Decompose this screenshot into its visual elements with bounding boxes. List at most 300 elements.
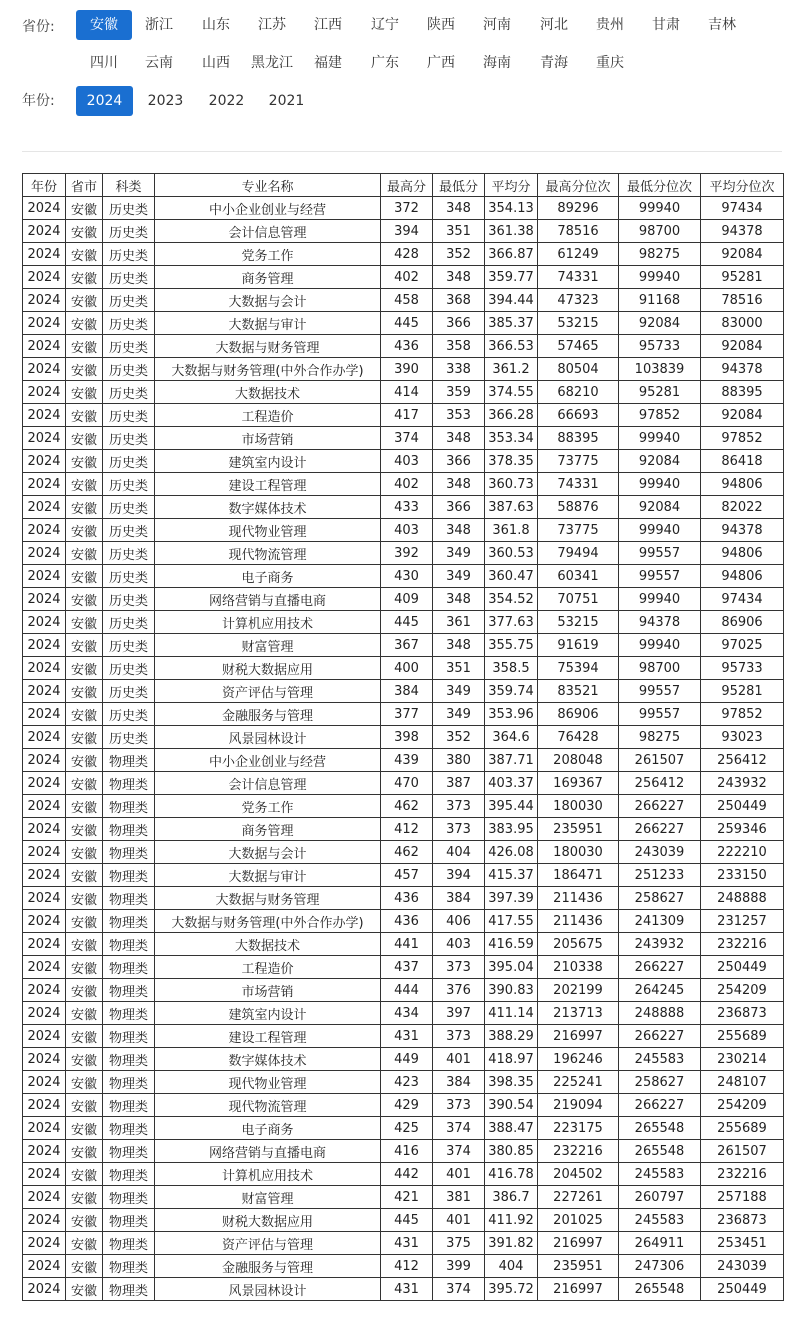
- table-row: [23, 1163, 784, 1186]
- table-cell: 235951: [538, 1255, 619, 1278]
- table-cell: 安徽: [66, 565, 103, 588]
- table-cell: 91168: [619, 289, 701, 312]
- table-cell: 安徽: [66, 979, 103, 1002]
- table-cell: 2024: [23, 634, 66, 657]
- table-cell: 383.95: [485, 818, 538, 841]
- province-chip-r2-2[interactable]: 山西: [202, 55, 230, 71]
- table-cell: 260797: [619, 1186, 701, 1209]
- table-cell: 210338: [538, 956, 619, 979]
- table-cell: 351: [433, 220, 485, 243]
- table-cell: 398: [381, 726, 433, 749]
- table-cell: 大数据与会计: [155, 841, 381, 864]
- table-cell: 历史类: [103, 358, 155, 381]
- province-chip-r2-9[interactable]: 重庆: [596, 55, 624, 71]
- table-cell: 245583: [619, 1163, 701, 1186]
- table-cell: 2024: [23, 312, 66, 335]
- table-cell: 99557: [619, 680, 701, 703]
- table-cell: 243039: [701, 1255, 784, 1278]
- table-cell: 366: [433, 312, 485, 335]
- table-row: [23, 1186, 784, 1209]
- table-cell: 248107: [701, 1071, 784, 1094]
- province-chip-r1-2[interactable]: 山东: [202, 17, 230, 33]
- table-cell: 349: [433, 680, 485, 703]
- table-cell: 历史类: [103, 312, 155, 335]
- table-cell: 411.14: [485, 1002, 538, 1025]
- table-cell: 180030: [538, 841, 619, 864]
- province-chip-r2-5[interactable]: 广东: [371, 55, 399, 71]
- table-cell: 359.77: [485, 266, 538, 289]
- table-cell: 安徽: [66, 197, 103, 220]
- table-cell: 99940: [619, 197, 701, 220]
- table-cell: 2024: [23, 289, 66, 312]
- table-cell: 99940: [619, 266, 701, 289]
- table-cell: 物理类: [103, 749, 155, 772]
- table-cell: 94378: [701, 358, 784, 381]
- table-cell: 物理类: [103, 818, 155, 841]
- table-cell: 358: [433, 335, 485, 358]
- table-cell: 387.71: [485, 749, 538, 772]
- table-cell: 物理类: [103, 1255, 155, 1278]
- province-chip-r1-0[interactable]: 安徽: [76, 10, 132, 40]
- table-cell: 258627: [619, 1071, 701, 1094]
- table-cell: 安徽: [66, 634, 103, 657]
- table-cell: 92084: [619, 312, 701, 335]
- table-cell: 80504: [538, 358, 619, 381]
- table-cell: 245583: [619, 1209, 701, 1232]
- table-cell: 266227: [619, 795, 701, 818]
- table-cell: 安徽: [66, 1278, 103, 1301]
- table-row: [23, 1209, 784, 1232]
- province-chip-r1-7[interactable]: 河南: [483, 17, 511, 33]
- table-row: [23, 519, 784, 542]
- table-row: [23, 266, 784, 289]
- table-cell: 250449: [701, 1278, 784, 1301]
- table-cell: 安徽: [66, 864, 103, 887]
- table-body: [23, 197, 784, 1301]
- table-cell: 历史类: [103, 335, 155, 358]
- table-cell: 99940: [619, 588, 701, 611]
- table-cell: 373: [433, 1025, 485, 1048]
- table-cell: 387: [433, 772, 485, 795]
- table-cell: 安徽: [66, 1117, 103, 1140]
- table-cell: 物理类: [103, 1048, 155, 1071]
- table-cell: 390: [381, 358, 433, 381]
- table-cell: 384: [381, 680, 433, 703]
- table-cell: 网络营销与直播电商: [155, 588, 381, 611]
- table-cell: 386.7: [485, 1186, 538, 1209]
- table-cell: 73775: [538, 450, 619, 473]
- table-cell: 216997: [538, 1232, 619, 1255]
- table-cell: 208048: [538, 749, 619, 772]
- table-cell: 安徽: [66, 1140, 103, 1163]
- table-cell: 物理类: [103, 772, 155, 795]
- table-cell: 91619: [538, 634, 619, 657]
- table-cell: 225241: [538, 1071, 619, 1094]
- table-cell: 373: [433, 795, 485, 818]
- province-label: 省份:: [22, 19, 55, 35]
- table-cell: 417: [381, 404, 433, 427]
- table-cell: 264911: [619, 1232, 701, 1255]
- table-cell: 428: [381, 243, 433, 266]
- table-cell: 401: [433, 1163, 485, 1186]
- table-row: [23, 335, 784, 358]
- province-chip-r1-11[interactable]: 吉林: [708, 17, 736, 33]
- province-chip-r2-7[interactable]: 海南: [483, 55, 511, 71]
- table-cell: 历史类: [103, 519, 155, 542]
- table-cell: 233150: [701, 864, 784, 887]
- table-row: [23, 496, 784, 519]
- table-cell: 大数据与审计: [155, 864, 381, 887]
- table-cell: 安徽: [66, 772, 103, 795]
- table-cell: 404: [433, 841, 485, 864]
- table-cell: 360.53: [485, 542, 538, 565]
- table-cell: 2024: [23, 841, 66, 864]
- year-chip-1[interactable]: 2023: [147, 93, 184, 109]
- table-cell: 安徽: [66, 335, 103, 358]
- table-cell: 235951: [538, 818, 619, 841]
- table-cell: 99557: [619, 703, 701, 726]
- table-cell: 98700: [619, 220, 701, 243]
- province-chip-r2-4[interactable]: 福建: [314, 55, 342, 71]
- table-cell: 391.82: [485, 1232, 538, 1255]
- table-cell: 266227: [619, 956, 701, 979]
- province-chip-r1-5[interactable]: 辽宁: [371, 17, 399, 33]
- table-cell: 457: [381, 864, 433, 887]
- table-cell: 安徽: [66, 910, 103, 933]
- table-cell: 256412: [619, 772, 701, 795]
- table-cell: 98275: [619, 243, 701, 266]
- table-cell: 历史类: [103, 289, 155, 312]
- table-cell: 财税大数据应用: [155, 657, 381, 680]
- table-cell: 86906: [538, 703, 619, 726]
- table-cell: 历史类: [103, 381, 155, 404]
- table-cell: 404: [485, 1255, 538, 1278]
- province-chip-r1-9[interactable]: 贵州: [596, 17, 624, 33]
- province-chip-r1-6[interactable]: 陕西: [427, 17, 455, 33]
- table-cell: 98275: [619, 726, 701, 749]
- year-chip-2[interactable]: 2022: [208, 93, 245, 109]
- table-cell: 449: [381, 1048, 433, 1071]
- table-cell: 397: [433, 1002, 485, 1025]
- table-cell: 416: [381, 1140, 433, 1163]
- table-cell: 物理类: [103, 1278, 155, 1301]
- table-cell: 219094: [538, 1094, 619, 1117]
- table-cell: 258627: [619, 887, 701, 910]
- table-cell: 374: [433, 1278, 485, 1301]
- table-cell: 安徽: [66, 243, 103, 266]
- table-cell: 物理类: [103, 1094, 155, 1117]
- table-cell: 风景园林设计: [155, 1278, 381, 1301]
- table-cell: 94378: [701, 519, 784, 542]
- table-cell: 2024: [23, 1025, 66, 1048]
- table-cell: 89296: [538, 197, 619, 220]
- table-cell: 大数据与财务管理(中外合作办学): [155, 358, 381, 381]
- table-row: [23, 956, 784, 979]
- province-chip-r1-4[interactable]: 江西: [314, 17, 342, 33]
- table-cell: 74331: [538, 266, 619, 289]
- table-cell: 374: [433, 1140, 485, 1163]
- table-cell: 445: [381, 312, 433, 335]
- column-header: 平均分位次: [701, 174, 784, 197]
- table-cell: 安徽: [66, 588, 103, 611]
- table-cell: 安徽: [66, 657, 103, 680]
- table-row: [23, 542, 784, 565]
- table-cell: 367: [381, 634, 433, 657]
- table-cell: 物理类: [103, 1025, 155, 1048]
- table-cell: 工程造价: [155, 956, 381, 979]
- table-cell: 349: [433, 703, 485, 726]
- table-cell: 92084: [701, 243, 784, 266]
- table-cell: 2024: [23, 381, 66, 404]
- province-chip-r2-8[interactable]: 青海: [540, 55, 568, 71]
- table-cell: 97852: [619, 404, 701, 427]
- table-cell: 物理类: [103, 1163, 155, 1186]
- table-cell: 2024: [23, 657, 66, 680]
- table-cell: 399: [433, 1255, 485, 1278]
- table-cell: 电子商务: [155, 1117, 381, 1140]
- table-cell: 250449: [701, 956, 784, 979]
- table-cell: 227261: [538, 1186, 619, 1209]
- table-cell: 商务管理: [155, 266, 381, 289]
- table-cell: 党务工作: [155, 795, 381, 818]
- table-cell: 186471: [538, 864, 619, 887]
- table-cell: 353: [433, 404, 485, 427]
- province-chip-r2-0[interactable]: 四川: [90, 55, 118, 71]
- table-cell: 市场营销: [155, 979, 381, 1002]
- table-cell: 物理类: [103, 956, 155, 979]
- table-cell: 金融服务与管理: [155, 1255, 381, 1278]
- table-row: [23, 1025, 784, 1048]
- table-cell: 355.75: [485, 634, 538, 657]
- table-row: [23, 933, 784, 956]
- table-cell: 414: [381, 381, 433, 404]
- table-cell: 397.39: [485, 887, 538, 910]
- table-cell: 安徽: [66, 1186, 103, 1209]
- table-cell: 366.28: [485, 404, 538, 427]
- table-row: [23, 749, 784, 772]
- column-header: 最高分: [381, 174, 433, 197]
- table-cell: 232216: [701, 933, 784, 956]
- province-chip-r1-10[interactable]: 甘肃: [652, 17, 680, 33]
- table-cell: 442: [381, 1163, 433, 1186]
- province-chip-r2-1[interactable]: 云南: [145, 55, 173, 71]
- table-cell: 441: [381, 933, 433, 956]
- table-cell: 372: [381, 197, 433, 220]
- table-cell: 安徽: [66, 1002, 103, 1025]
- table-cell: 2024: [23, 1278, 66, 1301]
- column-header: 最高分位次: [538, 174, 619, 197]
- table-cell: 248888: [619, 1002, 701, 1025]
- table-cell: 2024: [23, 1140, 66, 1163]
- table-cell: 415.37: [485, 864, 538, 887]
- table-cell: 384: [433, 887, 485, 910]
- table-cell: 2024: [23, 795, 66, 818]
- table-cell: 400: [381, 657, 433, 680]
- year-label: 年份:: [22, 93, 55, 109]
- table-cell: 373: [433, 956, 485, 979]
- table-cell: 403.37: [485, 772, 538, 795]
- table-cell: 57465: [538, 335, 619, 358]
- table-cell: 82022: [701, 496, 784, 519]
- table-cell: 2024: [23, 542, 66, 565]
- table-cell: 354.52: [485, 588, 538, 611]
- table-cell: 2024: [23, 956, 66, 979]
- table-cell: 2024: [23, 726, 66, 749]
- table-cell: 75394: [538, 657, 619, 680]
- table-cell: 2024: [23, 749, 66, 772]
- table-cell: 352: [433, 726, 485, 749]
- year-chip-0[interactable]: 2024: [76, 86, 133, 116]
- table-cell: 202199: [538, 979, 619, 1002]
- table-cell: 2024: [23, 818, 66, 841]
- table-cell: 222210: [701, 841, 784, 864]
- table-cell: 349: [433, 542, 485, 565]
- table-cell: 429: [381, 1094, 433, 1117]
- table-row: [23, 1117, 784, 1140]
- table-cell: 安徽: [66, 1255, 103, 1278]
- table-cell: 97852: [701, 703, 784, 726]
- province-chip-r1-3[interactable]: 江苏: [258, 17, 286, 33]
- table-cell: 安徽: [66, 1232, 103, 1255]
- table-cell: 348: [433, 634, 485, 657]
- table-cell: 2024: [23, 611, 66, 634]
- table-cell: 安徽: [66, 1071, 103, 1094]
- table-cell: 99557: [619, 565, 701, 588]
- table-cell: 94806: [701, 473, 784, 496]
- table-cell: 402: [381, 473, 433, 496]
- table-cell: 安徽: [66, 1025, 103, 1048]
- table-cell: 物理类: [103, 864, 155, 887]
- table-cell: 376: [433, 979, 485, 1002]
- table-cell: 历史类: [103, 634, 155, 657]
- table-cell: 264245: [619, 979, 701, 1002]
- table-cell: 2024: [23, 703, 66, 726]
- table-cell: 373: [433, 1094, 485, 1117]
- table-cell: 385.37: [485, 312, 538, 335]
- table-cell: 92084: [619, 450, 701, 473]
- table-cell: 230214: [701, 1048, 784, 1071]
- province-chip-r2-3[interactable]: 黑龙江: [251, 55, 293, 71]
- table-cell: 94378: [701, 220, 784, 243]
- table-row: [23, 289, 784, 312]
- table-cell: 388.47: [485, 1117, 538, 1140]
- table-cell: 中小企业创业与经营: [155, 197, 381, 220]
- table-cell: 374: [433, 1117, 485, 1140]
- table-cell: 2024: [23, 243, 66, 266]
- table-cell: 99940: [619, 473, 701, 496]
- admission-scores-table: [22, 173, 784, 1301]
- table-cell: 352: [433, 243, 485, 266]
- table-cell: 历史类: [103, 588, 155, 611]
- table-cell: 2024: [23, 1186, 66, 1209]
- table-cell: 94378: [619, 611, 701, 634]
- table-cell: 418.97: [485, 1048, 538, 1071]
- table-cell: 95281: [701, 680, 784, 703]
- table-cell: 436: [381, 335, 433, 358]
- table-row: [23, 427, 784, 450]
- table-cell: 366: [433, 496, 485, 519]
- table-cell: 76428: [538, 726, 619, 749]
- table-cell: 安徽: [66, 381, 103, 404]
- table-cell: 361.38: [485, 220, 538, 243]
- table-cell: 216997: [538, 1025, 619, 1048]
- table-cell: 255689: [701, 1025, 784, 1048]
- table-cell: 现代物流管理: [155, 542, 381, 565]
- table-cell: 2024: [23, 1209, 66, 1232]
- table-cell: 安徽: [66, 956, 103, 979]
- table-cell: 历史类: [103, 611, 155, 634]
- table-cell: 61249: [538, 243, 619, 266]
- table-cell: 395.04: [485, 956, 538, 979]
- table-cell: 安徽: [66, 1163, 103, 1186]
- table-cell: 247306: [619, 1255, 701, 1278]
- province-chip-r2-6[interactable]: 广西: [427, 55, 455, 71]
- table-cell: 354.13: [485, 197, 538, 220]
- table-cell: 439: [381, 749, 433, 772]
- table-row: [23, 312, 784, 335]
- table-cell: 2024: [23, 266, 66, 289]
- table-cell: 数字媒体技术: [155, 1048, 381, 1071]
- table-cell: 213713: [538, 1002, 619, 1025]
- table-cell: 2024: [23, 565, 66, 588]
- table-cell: 资产评估与管理: [155, 680, 381, 703]
- table-row: [23, 1048, 784, 1071]
- table-cell: 390.54: [485, 1094, 538, 1117]
- table-row: [23, 450, 784, 473]
- table-cell: 商务管理: [155, 818, 381, 841]
- table-cell: 物理类: [103, 1209, 155, 1232]
- table-cell: 历史类: [103, 565, 155, 588]
- table-cell: 安徽: [66, 1048, 103, 1071]
- table-cell: 180030: [538, 795, 619, 818]
- table-cell: 88395: [701, 381, 784, 404]
- table-cell: 245583: [619, 1048, 701, 1071]
- table-cell: 361: [433, 611, 485, 634]
- table-cell: 历史类: [103, 726, 155, 749]
- table-cell: 2024: [23, 1232, 66, 1255]
- table-cell: 88395: [538, 427, 619, 450]
- table-cell: 86418: [701, 450, 784, 473]
- table-cell: 423: [381, 1071, 433, 1094]
- table-cell: 92084: [701, 404, 784, 427]
- province-chip-r1-1[interactable]: 浙江: [145, 17, 173, 33]
- table-cell: 安徽: [66, 542, 103, 565]
- table-cell: 431: [381, 1278, 433, 1301]
- province-chip-r1-8[interactable]: 河北: [540, 17, 568, 33]
- table-cell: 204502: [538, 1163, 619, 1186]
- table-cell: 安徽: [66, 289, 103, 312]
- table-cell: 安徽: [66, 795, 103, 818]
- column-header: 省市: [66, 174, 103, 197]
- table-cell: 353.96: [485, 703, 538, 726]
- table-cell: 资产评估与管理: [155, 1232, 381, 1255]
- table-cell: 243932: [619, 933, 701, 956]
- table-cell: 78516: [538, 220, 619, 243]
- table-cell: 74331: [538, 473, 619, 496]
- table-cell: 257188: [701, 1186, 784, 1209]
- table-cell: 95733: [701, 657, 784, 680]
- table-cell: 394: [433, 864, 485, 887]
- table-cell: 财富管理: [155, 634, 381, 657]
- table-cell: 物理类: [103, 887, 155, 910]
- table-cell: 431: [381, 1025, 433, 1048]
- table-cell: 2024: [23, 864, 66, 887]
- table-cell: 366: [433, 450, 485, 473]
- year-chip-3[interactable]: 2021: [268, 93, 305, 109]
- table-cell: 历史类: [103, 496, 155, 519]
- table-cell: 53215: [538, 312, 619, 335]
- table-cell: 电子商务: [155, 565, 381, 588]
